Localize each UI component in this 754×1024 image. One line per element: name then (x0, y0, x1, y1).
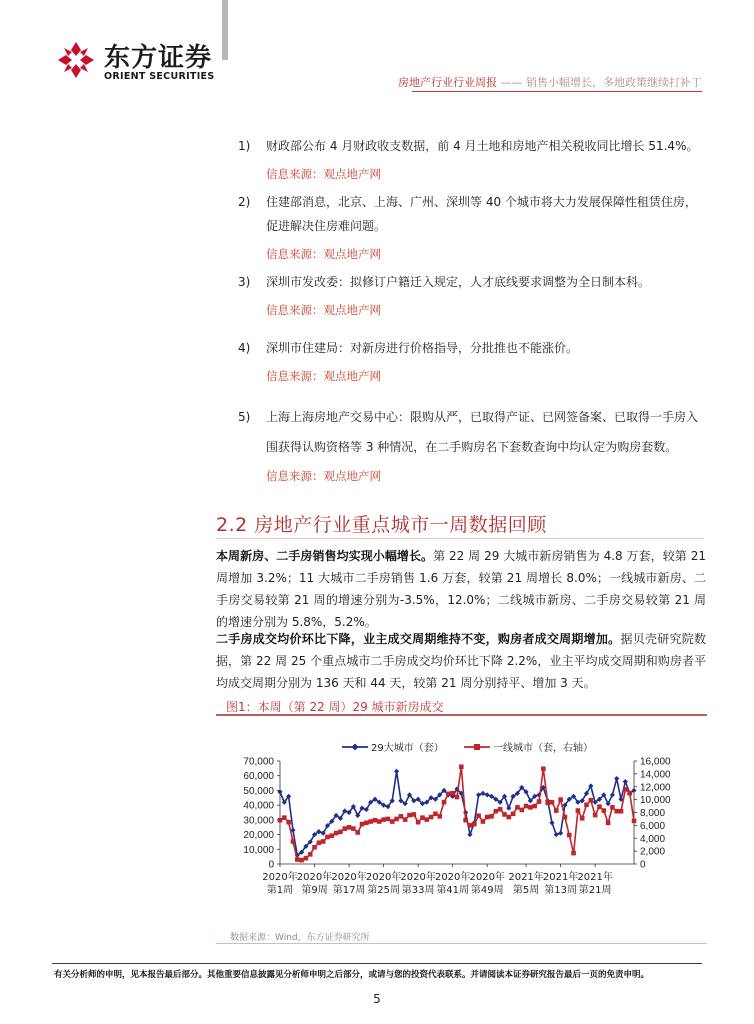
data-point-tier-one-cities (507, 815, 512, 820)
data-point-tier-one-cities (515, 805, 520, 810)
data-point-tier-one-cities (317, 840, 322, 845)
data-point-tier-one-cities (442, 800, 447, 805)
report-title-main: 房地产行业行业周报 (398, 76, 497, 89)
x-tick-label-week: 第41周 (436, 885, 470, 896)
data-point-tier-one-cities (554, 808, 559, 813)
y-left-tick-label: 40,000 (243, 800, 274, 812)
data-point-tier-one-cities (360, 822, 365, 827)
series-line-tier-one-cities (280, 767, 634, 860)
news-source: 信息来源：观点地产网 (266, 369, 381, 383)
y-left-tick-label: 20,000 (243, 830, 274, 842)
news-text: 财政部公布 4 月财政收支数据，前 4 月土地和房地产相关税收同比增长 51.4%。 (266, 139, 699, 153)
data-point-tier-one-cities (502, 812, 507, 817)
news-number: 5) (238, 410, 251, 424)
x-tick-label-week: 第1周 (266, 885, 294, 896)
x-tick-label-week: 第33周 (401, 885, 435, 896)
y-left-tick-label: 10,000 (243, 844, 274, 856)
series-line-twenty-nine-cities (280, 771, 634, 855)
data-point-tier-one-cities (334, 831, 339, 836)
news-source: 信息来源：观点地产网 (266, 469, 381, 483)
figure-title: 图1：本周（第 22 周）29 城市新房成交 (226, 700, 444, 714)
y-left-tick-label: 70,000 (243, 756, 274, 768)
data-point-tier-one-cities (330, 833, 335, 838)
data-point-tier-one-cities (381, 817, 386, 822)
data-point-tier-one-cities (351, 826, 356, 831)
data-point-tier-one-cities (567, 833, 572, 838)
data-point-tier-one-cities (455, 795, 460, 800)
y-axis-left (243, 757, 280, 871)
data-point-twenty-nine-cities (476, 792, 481, 797)
data-point-tier-one-cities (412, 812, 417, 817)
data-point-tier-one-cities (364, 821, 369, 826)
y-right-tick-label: 14,000 (640, 769, 671, 781)
news-source: 信息来源：观点地产网 (266, 167, 381, 181)
news-number: 4) (238, 341, 251, 355)
report-title-dash: —— (497, 76, 526, 89)
news-item-3 (238, 270, 708, 322)
y-right-tick-label: 6,000 (640, 820, 666, 832)
section-title: 2.2 房地产行业重点城市一周数据回顾 (216, 514, 547, 536)
data-point-tier-one-cities (463, 818, 468, 823)
paragraph-lead: 二手房成交均价环比下降，业主成交周期维持不变，购房者成交周期增加。 (216, 632, 621, 646)
data-point-tier-one-cities (355, 830, 360, 835)
data-point-tier-one-cities (450, 791, 455, 796)
data-point-tier-one-cities (321, 839, 326, 844)
data-point-tier-one-cities (312, 845, 317, 850)
data-point-tier-one-cities (468, 823, 473, 828)
data-point-twenty-nine-cities (614, 776, 619, 781)
data-point-tier-one-cities (576, 808, 581, 813)
x-tick-label-year: 2021年 (542, 872, 579, 883)
plot-area (277, 764, 636, 862)
data-point-tier-one-cities (571, 851, 576, 856)
data-point-tier-one-cities (485, 815, 490, 820)
data-point-tier-one-cities (295, 857, 300, 862)
data-point-tier-one-cities (459, 764, 464, 769)
paragraph-sales (216, 545, 706, 633)
data-point-tier-one-cities (282, 815, 287, 820)
data-point-tier-one-cities (481, 819, 486, 824)
news-item-5 (238, 402, 708, 488)
y-left-tick-label: 60,000 (243, 771, 274, 783)
data-point-tier-one-cities (472, 822, 477, 827)
x-tick-label-year: 2020年 (262, 872, 298, 883)
data-point-tier-one-cities (511, 811, 516, 816)
report-title (398, 74, 702, 90)
news-item-4 (238, 336, 708, 388)
report-subtitle: 销售小幅增长，多地政策继续打补丁 (526, 76, 702, 89)
page-number: 5 (373, 992, 381, 1006)
data-point-tier-one-cities (407, 813, 412, 818)
x-tick-label-year: 2020年 (400, 872, 436, 883)
data-point-twenty-nine-cities (506, 805, 511, 810)
news-number: 1) (238, 139, 251, 153)
data-point-tier-one-cities (614, 809, 619, 814)
y-right-tick-label: 2,000 (640, 846, 666, 858)
x-tick-label-week: 第25周 (367, 885, 400, 896)
data-point-tier-one-cities (373, 818, 378, 823)
data-point-tier-one-cities (584, 802, 589, 807)
data-point-twenty-nine-cities (605, 801, 610, 806)
x-tick-label-year: 2021年 (577, 872, 613, 883)
data-point-tier-one-cities (433, 811, 438, 816)
data-point-twenty-nine-cities (394, 769, 399, 774)
data-point-twenty-nine-cities (610, 792, 615, 797)
data-point-tier-one-cities (368, 819, 373, 824)
data-point-tier-one-cities (550, 800, 555, 805)
data-point-tier-one-cities (601, 808, 606, 813)
data-point-tier-one-cities (632, 819, 637, 824)
data-point-tier-one-cities (489, 814, 494, 819)
data-point-tier-one-cities (524, 804, 529, 809)
data-point-tier-one-cities (403, 817, 408, 822)
data-point-tier-one-cities (597, 804, 602, 809)
legend-marker-square (474, 744, 480, 750)
paragraph-body: 据贝壳研究院数据，第 22 周 25 个重点城市二手房成交均价环比下降 2.2%，业主平均成交周期和购房者平均成交周期分别为 136 天和 44 天，较第 21 周分别持平、增加 3 天。 (216, 632, 706, 690)
y-left-tick-label: 50,000 (243, 785, 274, 797)
header-accent-bar (222, 0, 228, 60)
news-text: 住建部消息，北京、上海、广州、深圳等 40 个城市将大力发展保障性租赁住房，促进解决住房难问题。 (266, 195, 697, 233)
news-number: 2) (238, 195, 251, 209)
news-item-1 (238, 134, 708, 186)
y-right-tick-label: 0 (640, 859, 646, 871)
news-item-2 (238, 190, 708, 266)
footer-disclaimer: 有关分析师的申明，见本报告最后部分。其他重要信息披露见分析师申明之后部分，或请与您的投资代表联系。并请阅读本证券研究报告最后一页的免责申明。 (54, 970, 650, 980)
data-point-twenty-nine-cities (623, 779, 628, 784)
data-point-tier-one-cities (528, 805, 533, 810)
x-tick-label-year: 2020年 (434, 872, 471, 883)
x-tick-label-year: 2020年 (469, 872, 505, 883)
x-tick-label-week: 第13周 (544, 885, 577, 896)
data-point-tier-one-cities (416, 820, 421, 825)
data-point-tier-one-cities (347, 825, 352, 830)
logo-text-en: ORIENT SECURITIES (104, 71, 215, 82)
x-tick-label-year: 2020年 (296, 872, 333, 883)
legend-marker-diamond (352, 744, 359, 751)
data-point-tier-one-cities (545, 801, 550, 806)
data-point-tier-one-cities (394, 817, 399, 822)
data-point-tier-one-cities (299, 858, 304, 863)
y-right-tick-label: 8,000 (640, 808, 666, 819)
data-point-tier-one-cities (399, 814, 404, 819)
x-tick-label-week: 第49周 (470, 885, 504, 896)
data-point-tier-one-cities (541, 766, 546, 771)
x-tick-label-year: 2020年 (331, 872, 367, 883)
legend-label-twenty-nine-cities: 29大城市（套） (371, 743, 444, 754)
x-tick-label-week: 第17周 (332, 885, 366, 896)
figure-source: 数据来源：Wind，东方证券研究所 (230, 933, 370, 943)
x-tick-label-week: 第5周 (512, 885, 540, 896)
data-point-tier-one-cities (390, 819, 395, 824)
x-tick-label-year: 2021年 (508, 872, 544, 883)
data-point-tier-one-cities (342, 826, 347, 831)
data-point-tier-one-cities (325, 835, 330, 840)
data-point-tier-one-cities (519, 808, 524, 813)
x-tick-label-week: 第9周 (301, 885, 328, 896)
data-point-tier-one-cities (589, 798, 594, 803)
logo-text-cn: 东方证券 (104, 43, 213, 73)
news-text: 深圳市发改委：拟修订户籍迁入规定，人才底线要求调整为全日制本科。 (266, 275, 651, 289)
header-rule (412, 91, 702, 92)
data-point-tier-one-cities (437, 814, 442, 819)
x-tick-label-week: 第21周 (578, 885, 612, 896)
footer-rule (52, 963, 702, 964)
data-point-tier-one-cities (627, 791, 632, 796)
data-point-tier-one-cities (286, 820, 291, 825)
data-point-twenty-nine-cities (485, 792, 490, 797)
y-right-tick-label: 4,000 (640, 833, 666, 845)
y-left-tick-label: 0 (268, 859, 274, 871)
x-tick-label-year: 2020年 (365, 872, 402, 883)
data-point-tier-one-cities (563, 815, 568, 820)
data-point-tier-one-cities (619, 809, 624, 814)
data-point-tier-one-cities (278, 818, 283, 823)
paragraph-second-hand (216, 628, 706, 694)
data-point-tier-one-cities (304, 856, 309, 861)
data-point-tier-one-cities (291, 839, 296, 844)
data-point-twenty-nine-cities (554, 832, 559, 837)
data-point-tier-one-cities (424, 817, 429, 822)
y-right-tick-label: 12,000 (640, 782, 671, 794)
data-point-tier-one-cities (338, 830, 343, 835)
new-home-sales-chart (224, 738, 694, 928)
data-point-twenty-nine-cities (549, 820, 554, 825)
x-axis (262, 864, 634, 896)
data-point-tier-one-cities (498, 807, 503, 812)
data-point-tier-one-cities (623, 787, 628, 792)
paragraph-body: 第 22 周 29 大城市新房销售为 4.8 万套，较第 21 周增加 3.2%；11 大城市二手房销售 1.6 万套，较第 21 周增长 8.0%；一线城市新房、二手房交易较第 21 周的增速分别为-3.5%，12.0%；二线城市新房、二手房交易较第 21 周的增速分别为 5.8%，5.2%。 (216, 549, 706, 629)
data-point-tier-one-cities (606, 821, 611, 826)
data-point-twenty-nine-cities (558, 831, 563, 836)
data-point-twenty-nine-cities (467, 832, 472, 837)
data-point-twenty-nine-cities (480, 791, 485, 796)
data-point-tier-one-cities (610, 805, 615, 810)
y-left-tick-label: 30,000 (243, 815, 274, 827)
paragraph-lead: 本周新房、二手房销售均实现小幅增长。 (216, 549, 434, 563)
data-point-tier-one-cities (537, 799, 542, 804)
data-point-tier-one-cities (532, 804, 537, 809)
legend-label-tier-one-cities: 一线城市（套，右轴） (493, 743, 593, 754)
orient-logo-icon (56, 40, 96, 80)
y-right-tick-label: 16,000 (640, 756, 671, 768)
news-source: 信息来源：观点地产网 (266, 247, 381, 261)
data-point-tier-one-cities (558, 797, 563, 802)
page-header (0, 0, 754, 100)
data-point-tier-one-cities (494, 809, 499, 814)
y-right-tick-label: 10,000 (640, 795, 671, 807)
data-point-tier-one-cities (580, 816, 585, 821)
data-point-tier-one-cities (308, 852, 313, 857)
y-axis-right (634, 757, 671, 871)
data-point-tier-one-cities (377, 819, 382, 824)
news-number: 3) (238, 275, 251, 289)
data-point-tier-one-cities (420, 815, 425, 820)
news-text: 深圳市住建局：对新房进行价格指导，分批推也不能涨价。 (266, 341, 579, 355)
chart-legend (342, 741, 593, 754)
data-point-tier-one-cities (429, 815, 434, 820)
data-point-tier-one-cities (446, 792, 451, 797)
news-source: 信息来源：观点地产网 (266, 303, 381, 317)
section-rule (216, 538, 704, 539)
news-text: 上海上海房地产交易中心：限购从严，已取得产证、已网签备案、已取得一手房入围获得认购资格等 3 种情况，在二手购房名下套数查询中均认定为购房套数。 (266, 410, 699, 454)
data-point-tier-one-cities (386, 817, 391, 822)
data-point-tier-one-cities (593, 813, 598, 818)
data-point-tier-one-cities (476, 813, 481, 818)
